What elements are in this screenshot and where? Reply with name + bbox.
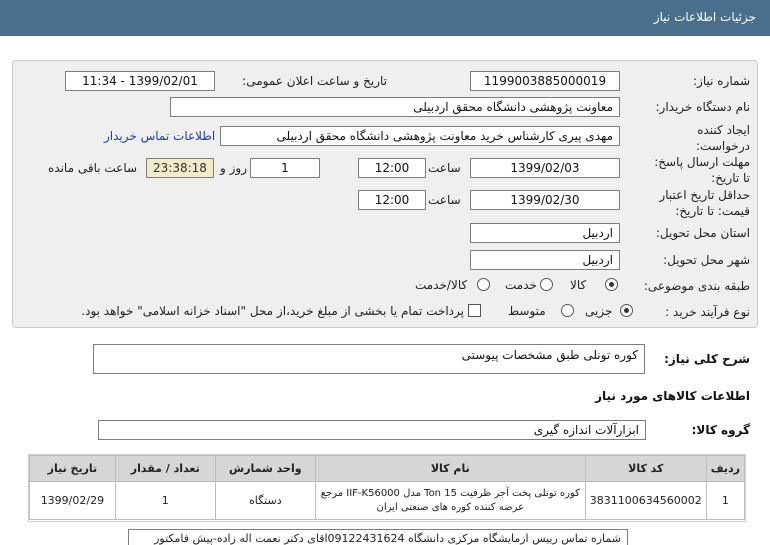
cell-qty: 1 — [115, 482, 215, 520]
validity-label-line2: قیمت: تا تاریخ: — [675, 204, 750, 218]
days-label: روز و — [220, 161, 247, 175]
creator-label-line1: ایجاد کننده — [697, 123, 750, 137]
goods-group-label: گروه کالا: — [691, 423, 750, 437]
col-header-code: کد کالا — [585, 456, 706, 482]
category-option-goods-service: کالا/خدمت — [415, 278, 468, 292]
validity-date-field: 1399/02/30 — [470, 190, 620, 210]
category-label: طبقه بندی موضوعی: — [643, 279, 750, 293]
buyer-label: نام دستگاه خریدار: — [655, 100, 750, 114]
need-number-label: شماره نیاز: — [693, 74, 750, 88]
need-number-field: 1199003885000019 — [470, 71, 620, 91]
cell-code: 3831100634560002 — [585, 482, 706, 520]
remaining-time-label: ساعت باقی مانده — [48, 161, 138, 175]
col-header-date: تاریخ نیاز — [30, 456, 116, 482]
goods-table-header-row — [30, 456, 745, 482]
goods-info-heading: اطلاعات کالاهای مورد نیاز — [595, 389, 750, 403]
deadline-label-line2: تا تاریخ: — [711, 171, 750, 185]
cell-name: کوره تونلی پخت آجر ظرفیت 15 Ton مدل IIF-K56000 مرجع عرضه کننده کوره های صنعتی ایران — [315, 482, 585, 520]
purchase-radio-minor[interactable] — [620, 304, 633, 317]
city-label: شهر محل تحویل: — [663, 253, 750, 267]
summary-label: شرح کلی نیاز: — [664, 352, 750, 366]
table-row — [30, 482, 745, 520]
col-header-row: ردیف — [706, 456, 744, 482]
validity-label-line1: حداقل تاریخ اعتبار — [659, 188, 750, 202]
creator-field: مهدی پیری کارشناس خرید معاونت پژوهشی دانشگاه محقق اردبیلی — [220, 126, 620, 146]
days-remaining-field: 1 — [250, 158, 320, 178]
summary-field: کوره تونلی طبق مشخصات پیوستی — [93, 344, 645, 374]
deadline-label-line1: مهلت ارسال پاسخ: — [654, 155, 750, 169]
treasury-checkbox[interactable] — [468, 304, 481, 317]
purchase-type-label: نوع فرآیند خرید : — [665, 305, 750, 319]
buyer-note-field: شماره تماس رییس ازمایشگاه مرکزی دانشگاه 09122431624اقای دکتر نعمت اله زاده-پیش فامکتور — [128, 529, 628, 545]
validity-time-field: 12:00 — [358, 190, 426, 210]
category-radio-goods-service[interactable] — [477, 278, 490, 291]
announce-date-label: تاریخ و ساعت اعلان عمومی: — [242, 74, 387, 88]
purchase-option-minor: جزیی — [585, 304, 613, 318]
cell-date: 1399/02/29 — [30, 482, 116, 520]
buyer-contact-link[interactable]: اطلاعات تماس خریدار — [104, 129, 216, 143]
page-header — [0, 0, 770, 36]
province-field: اردبیل — [470, 223, 620, 243]
remaining-time-timer: 23:38:18 — [146, 158, 214, 178]
treasury-checkbox-label: پرداخت تمام یا بخشی از مبلغ خرید،از محل "اسناد خزانه اسلامی" خواهد بود. — [81, 304, 464, 318]
deadline-time-field: 12:00 — [358, 158, 426, 178]
category-radio-goods[interactable] — [605, 278, 618, 291]
col-header-qty: تعداد / مقدار — [115, 456, 215, 482]
purchase-option-medium: متوسط — [508, 304, 546, 318]
deadline-date-field: 1399/02/03 — [470, 158, 620, 178]
deadline-time-label: ساعت — [428, 161, 461, 175]
col-header-unit: واحد شمارش — [215, 456, 315, 482]
goods-group-field: ابزارآلات اندازه گیری — [98, 420, 646, 440]
col-header-name: نام کالا — [315, 456, 585, 482]
province-label: استان محل تحویل: — [655, 226, 750, 240]
buyer-field: معاونت پژوهشی دانشگاه محقق اردبیلی — [170, 97, 620, 117]
category-option-service: خدمت — [505, 278, 537, 292]
announce-date-field: 1399/02/01 - 11:34 — [65, 71, 215, 91]
page-title: جزئیات اطلاعات نیاز — [653, 10, 756, 24]
goods-table — [29, 455, 745, 520]
city-field: اردبیل — [470, 250, 620, 270]
cell-unit: دستگاه — [215, 482, 315, 520]
creator-label-line2: درخواست: — [696, 139, 750, 153]
purchase-radio-medium[interactable] — [561, 304, 574, 317]
category-option-goods: کالا — [570, 278, 587, 292]
category-radio-service[interactable] — [540, 278, 553, 291]
validity-time-label: ساعت — [428, 193, 461, 207]
goods-table-container — [28, 454, 746, 522]
cell-row: 1 — [706, 482, 744, 520]
